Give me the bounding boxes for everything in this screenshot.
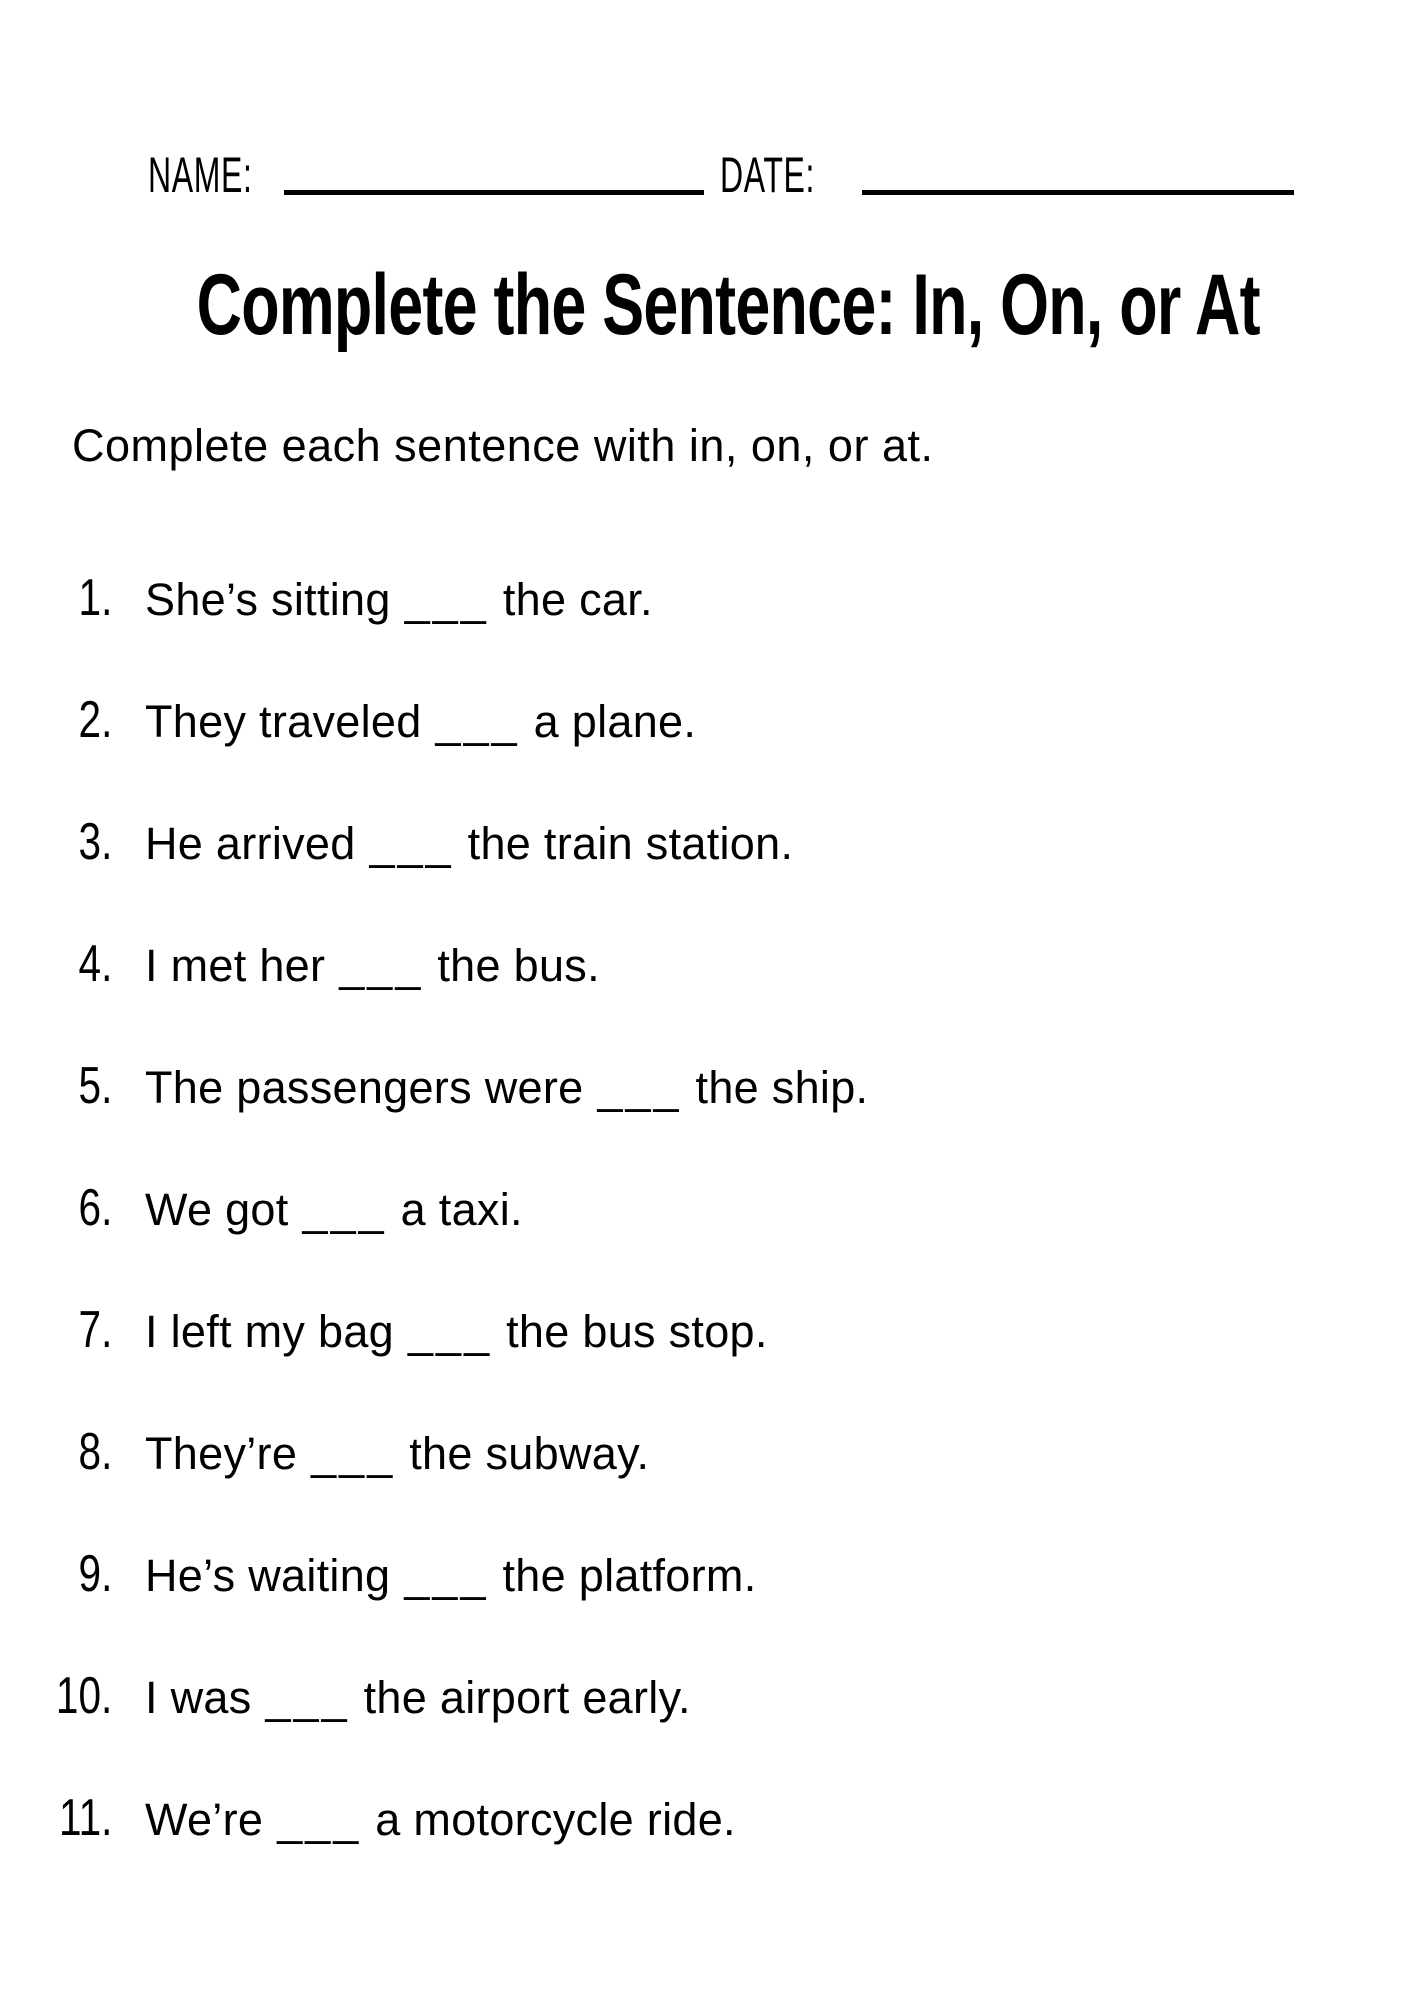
sentence-row: [0, 690, 1414, 812]
sentence-text: [145, 940, 600, 992]
sentence-row: [0, 1544, 1414, 1666]
sentence-row: [0, 812, 1414, 934]
answer-blank[interactable]: ___: [311, 1428, 396, 1479]
sentence-number: 3.: [78, 813, 112, 871]
sentence-number: 7.: [78, 1301, 112, 1359]
sentence-after: a motorcycle ride.: [375, 1794, 736, 1845]
date-label: [720, 146, 869, 204]
answer-blank[interactable]: ___: [597, 1062, 682, 1113]
sentence-row: [0, 568, 1414, 690]
sentence-before: I was: [145, 1672, 252, 1723]
sentence-row: [0, 1178, 1414, 1300]
sentence-row: [0, 1788, 1414, 1910]
sentence-text: [145, 1550, 757, 1602]
sentence-after: the train station.: [467, 818, 794, 869]
sentence-text: [145, 1062, 868, 1114]
date-input-line[interactable]: [862, 150, 1294, 195]
sentence-before: I met her: [145, 940, 326, 991]
sentence-row: [0, 1666, 1414, 1788]
sentence-after: the platform.: [502, 1550, 757, 1601]
page-title: [0, 256, 1414, 355]
sentence-number: 2.: [78, 691, 112, 749]
sentence-number: 8.: [78, 1423, 112, 1481]
sentence-after: the subway.: [409, 1428, 650, 1479]
name-input-line[interactable]: [284, 150, 704, 195]
sentence-text: [145, 818, 793, 870]
answer-blank[interactable]: ___: [265, 1672, 350, 1723]
sentence-before: He arrived: [145, 818, 356, 869]
sentence-before: They traveled: [145, 696, 422, 747]
date-label-text: DATE:: [720, 147, 816, 203]
sentence-number: 10.: [55, 1667, 112, 1725]
sentence-number: 11.: [58, 1789, 112, 1847]
sentence-row: [0, 934, 1414, 1056]
answer-blank[interactable]: ___: [408, 1306, 493, 1357]
sentence-text: [145, 696, 696, 748]
sentence-before: We got: [145, 1184, 289, 1235]
sentence-text: [145, 1428, 649, 1480]
sentence-after: the bus stop.: [506, 1306, 768, 1357]
sentence-text: [145, 1794, 736, 1846]
sentence-before: I left my bag: [145, 1306, 395, 1357]
sentence-before: She’s sitting: [145, 574, 391, 625]
sentence-row: [0, 1300, 1414, 1422]
sentence-before: They’re: [145, 1428, 298, 1479]
sentence-text: [145, 1184, 523, 1236]
sentence-after: a taxi.: [400, 1184, 523, 1235]
sentence-number: 9.: [78, 1545, 112, 1603]
sentence-before: We’re: [145, 1794, 264, 1845]
sentence-after: the airport early.: [363, 1672, 691, 1723]
sentence-number: 5.: [78, 1057, 112, 1115]
page-title-text: Complete the Sentence: In, On, or At: [196, 257, 1260, 353]
answer-blank[interactable]: ___: [277, 1794, 362, 1845]
sentence-before: He’s waiting: [145, 1550, 391, 1601]
sentence-after: the car.: [502, 574, 653, 625]
sentence-after: the ship.: [695, 1062, 869, 1113]
answer-blank[interactable]: ___: [404, 574, 489, 625]
answer-blank[interactable]: ___: [339, 940, 424, 991]
answer-blank[interactable]: ___: [369, 818, 454, 869]
sentence-number: 4.: [78, 935, 112, 993]
sentence-number: 1.: [78, 569, 112, 627]
name-label-text: NAME:: [148, 147, 253, 203]
sentence-row: [0, 1422, 1414, 1544]
answer-blank[interactable]: ___: [404, 1550, 489, 1601]
sentence-row: [0, 1056, 1414, 1178]
instruction-text: Complete each sentence with in, on, or at.: [72, 420, 934, 471]
sentence-list: [0, 568, 1414, 1910]
sentence-text: [145, 1306, 768, 1358]
sentence-text: [145, 1672, 691, 1724]
sentence-text: [145, 574, 653, 626]
sentence-before: The passengers were: [145, 1062, 584, 1113]
answer-blank[interactable]: ___: [435, 696, 520, 747]
answer-blank[interactable]: ___: [302, 1184, 387, 1235]
sentence-after: the bus.: [437, 940, 600, 991]
sentence-after: a plane.: [533, 696, 697, 747]
sentence-number: 6.: [78, 1179, 112, 1237]
